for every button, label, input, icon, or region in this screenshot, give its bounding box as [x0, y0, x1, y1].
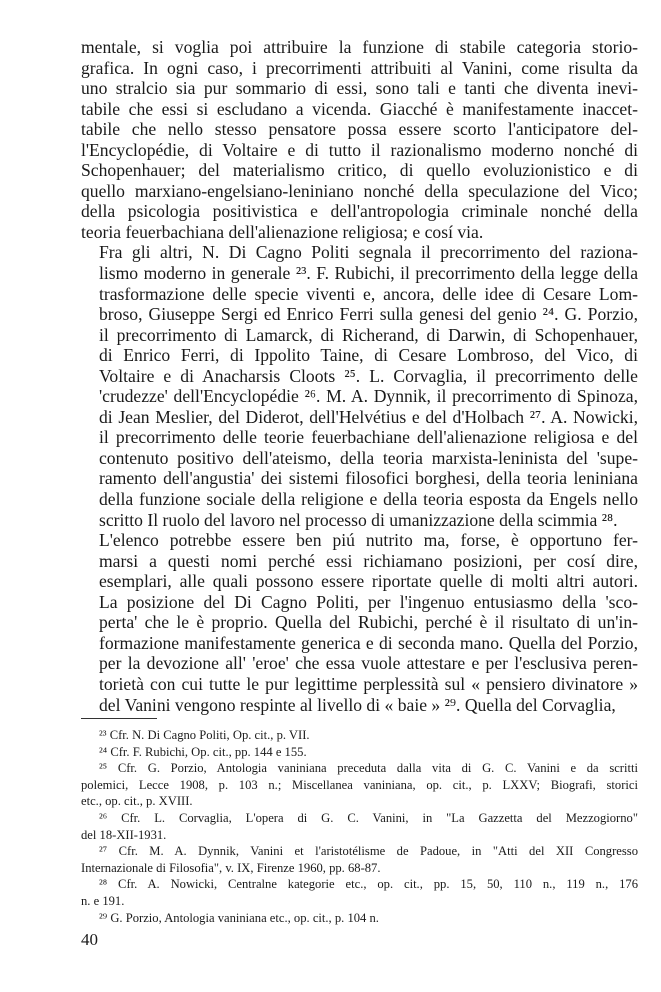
text-line: di Jean Meslier, del Diderot, dell'Helvétius e del d'Holbach ²⁷. A. Nowicki,: [99, 406, 638, 427]
text-line: ramento dell'angustia' dei sistemi filosofici borghesi, della teoria leniniana: [99, 468, 638, 489]
text-line: l'Encyclopédie, di Voltaire e di tutto il razionalismo moderno nonché di: [81, 139, 638, 160]
text-line: quello marxiano-engelsiano-leniniano nonché della speculazione del Vico;: [81, 180, 638, 201]
text-line: scritto Il ruolo del lavoro nel processo di umanizzazione della scimmia ²⁸.: [99, 509, 618, 530]
text-line: di Enrico Ferri, di Ippolito Taine, di Cesare Lombroso, del Vico, di: [99, 345, 638, 366]
text-line: tabile che nello stesso pensatore possa essere scorto l'anticipatore del-: [81, 119, 638, 140]
text-line: teoria feuerbachiana dell'alienazione religiosa; e cosí via.: [81, 221, 484, 242]
footnote-line: polemici, Lecce 1908, p. 103 n.; Miscellanea vaniniana, op. cit., p. LXXV; Biografi, storici: [81, 777, 638, 792]
text-line: Fra gli altri, N. Di Cagno Politi segnala il precorrimento del raziona-: [99, 242, 638, 263]
footnotes: [81, 727, 638, 926]
text-line: broso, Giuseppe Sergi ed Enrico Ferri sulla genesi del genio ²⁴. G. Porzio,: [99, 304, 638, 325]
footnote: [81, 810, 638, 843]
page-number: 40: [81, 930, 98, 949]
footnote: [81, 843, 638, 876]
paragraph: [81, 37, 638, 242]
text-line: della psicologia positivistica e dell'antropologia criminale nonché della: [81, 201, 638, 222]
text-line: tabile che essi si escludano a vicenda. Giacché è manifestamente inaccet-: [81, 98, 638, 119]
footnote-line: Internazionale di Filosofia", v. IX, Firenze 1960, pp. 68-87.: [81, 860, 381, 875]
text-line: La posizione del Di Cagno Politi, per l'ingenuo entusiasmo della 'sco-: [99, 591, 638, 612]
footnote-line: etc., op. cit., p. XVIII.: [81, 794, 193, 809]
footnote-line: ²⁷ Cfr. M. A. Dynnik, Vanini et l'aristotélisme de Padoue, in "Atti del XII Congresso: [99, 844, 638, 859]
footnote: [81, 876, 638, 909]
text-line: torietà con cui tutte le pur legittime perplessità sul « pensiero divinatore »: [99, 673, 638, 694]
footnote-line: ²⁴ Cfr. F. Rubichi, Op. cit., pp. 144 e 155.: [99, 744, 307, 759]
text-line: esemplari, alle quali possono essere riportate quelle di molti altri autori.: [99, 571, 638, 592]
footnote-line: ²⁵ Cfr. G. Porzio, Antologia vaniniana preceduta dalla vita di G. C. Vanini e da scritti: [99, 761, 638, 776]
footnote-line: ²³ Cfr. N. Di Cagno Politi, Op. cit., p. VII.: [99, 728, 310, 742]
text-line: perta' che le è proprio. Quella del Rubichi, perché è il risultato di un'in-: [99, 612, 638, 633]
footnote-line: n. e 191.: [81, 893, 125, 908]
main-text: [81, 37, 638, 715]
text-line: trasformazione delle specie viventi e, ancora, delle idee di Cesare Lom-: [99, 283, 638, 304]
footnote-separator: [81, 718, 157, 719]
paragraph: [81, 530, 638, 715]
text-line: della funzione sociale della religione e della teoria esposta da Engels nello: [99, 489, 638, 510]
text-line: Schopenhauer; del materialismo critico, di quello evoluzionistico e di: [81, 160, 638, 181]
text-line: marsi a questi nomi perché essi richiamano posizioni, per cosí dire,: [99, 550, 638, 571]
footnote: [81, 744, 638, 761]
footnote-line: ²⁸ Cfr. A. Nowicki, Centralne kategorie etc., op. cit., pp. 15, 50, 110 n., 119 n., 176: [99, 877, 638, 892]
footnote-line: ²⁶ Cfr. L. Corvaglia, L'opera di G. C. Vanini, in "La Gazzetta del Mezzogiorno": [99, 810, 638, 825]
text-line: contenuto positivo dell'ateismo, della teoria marxista-leninista del 'supe-: [99, 447, 638, 468]
footnote-line: del 18-XII-1931.: [81, 827, 167, 842]
text-line: lismo moderno in generale ²³. F. Rubichi, il precorrimento della legge della: [99, 263, 638, 284]
text-line: il precorrimento di Lamarck, di Richerand, di Darwin, di Schopenhauer,: [99, 324, 638, 345]
paragraph: [81, 242, 638, 530]
footnote: [81, 910, 638, 927]
text-line: formazione manifestamente generica e di seconda mano. Quella del Porzio,: [99, 632, 638, 653]
text-line: Voltaire e di Anacharsis Cloots ²⁵. L. Corvaglia, il precorrimento delle: [99, 365, 638, 386]
footnote: [81, 760, 638, 810]
footnote: [81, 727, 638, 744]
text-line: il precorrimento delle teorie feuerbachiane dell'alienazione religiosa e del: [99, 427, 638, 448]
text-line: mentale, si voglia poi attribuire la funzione di stabile categoria storio-: [81, 37, 638, 57]
text-line: del Vanini vengono respinte al livello di « baie » ²⁹. Quella del Corvaglia,: [99, 694, 616, 715]
text-line: 'crudezze' dell'Encyclopédie ²⁶. M. A. Dynnik, il precorrimento di Spinoza,: [99, 386, 638, 407]
text-line: L'elenco potrebbe essere ben piú nutrito ma, forse, è opportuno fer-: [99, 530, 638, 551]
text-line: per la devozione all' 'eroe' che essa vuole attestare e per l'esclusiva peren-: [99, 653, 638, 674]
text-line: grafica. In ogni caso, i precorrimenti attribuiti al Vanini, come risulta da: [81, 57, 638, 78]
text-line: uno stralcio sia pur sommario di essi, sono tali e tanti che diventa inevi-: [81, 78, 638, 99]
footnote-line: ²⁹ G. Porzio, Antologia vaniniana etc., op. cit., p. 104 n.: [99, 910, 379, 925]
